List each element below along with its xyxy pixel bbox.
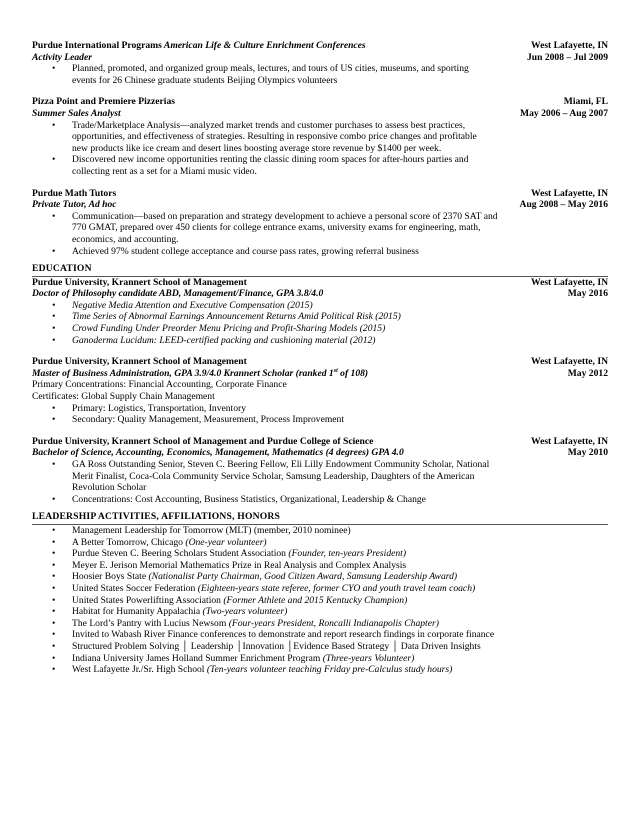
- degree-text: Master of Business Administration, GPA 3.9/4.0 Krannert Scholar (ranked 1: [32, 367, 334, 379]
- location: West Lafayette, IN: [531, 276, 608, 288]
- list-item: • The Lord’s Pantry with Lucius Newsom (Four-years President, Roncalli Indianapolis Chapter): [32, 618, 608, 630]
- list-item: • Hoosier Boys State (Nationalist Party Chairman, Good Citizen Award, Samsung Leadership Award): [32, 571, 608, 583]
- education-entry-bs: [32, 436, 608, 506]
- role-title: Private Tutor, Ad hoc: [32, 199, 117, 211]
- role-title: Summer Sales Analyst: [32, 107, 121, 119]
- list-item: • United States Soccer Federation (Eighteen-years state referee, former CYO and youth travel team coach): [32, 583, 608, 595]
- list-item: • Negative Media Attention and Executive Compensation (2015): [32, 300, 608, 312]
- list-item: • Indiana University James Holland Summer Enrichment Program (Three-years Volunteer): [32, 653, 608, 665]
- list-item: • Trade/Marketplace Analysis—analyzed market trends and customer purchases to assess best practices, opportunities, and effectiveness of strategies. Resulting in responsive combo price changes and profitable new products like ice cream and desert lines boosting average store revenue by $1400 per week.: [32, 120, 608, 155]
- experience-entry: [32, 40, 608, 86]
- list-item: • Structured Problem Solving │ Leadership │Innovation │Evidence Based Strategy │ Data Driven Insights: [32, 641, 608, 653]
- degree: [32, 368, 368, 380]
- list-item: • Meyer E. Jerison Memorial Mathematics Prize in Real Analysis and Complex Analysis: [32, 560, 608, 572]
- location: West Lafayette, IN: [531, 40, 608, 51]
- list-item: • Invited to Wabash River Finance conferences to demonstrate and report research findings in corporate finance: [32, 629, 608, 641]
- dates: Jun 2008 – Jul 2009: [526, 51, 608, 63]
- degree-superscript: st: [333, 367, 338, 374]
- list-item: • Crowd Funding Under Preorder Menu Pricing and Profit-Sharing Models (2015): [32, 323, 608, 335]
- list-item: • United States Powerlifting Association (Former Athlete and 2015 Kentucky Champion): [32, 595, 608, 607]
- list-item: • Secondary: Quality Management, Measurement, Process Improvement: [32, 414, 608, 426]
- primary-concentrations: Primary Concentrations: Financial Accounting, Corporate Finance: [32, 379, 287, 391]
- experience-entry: [32, 96, 608, 177]
- org-name: Purdue Math Tutors: [32, 187, 117, 199]
- role-title: Activity Leader: [32, 51, 92, 63]
- list-item: • Planned, promoted, and organized group meals, lectures, and tours of US cities, museums, and sporting events for 26 Chinese graduate students Beijing Olympics volunteers: [32, 63, 608, 86]
- location: West Lafayette, IN: [531, 435, 608, 447]
- dates: May 2006 – Aug 2007: [520, 107, 608, 119]
- list-item: • Habitat for Humanity Appalachia (Two-years volunteer): [32, 606, 608, 618]
- section-title-leadership: LEADERSHIP ACTIVITIES, AFFILIATIONS, HONORS: [32, 511, 608, 525]
- education-entry-mba: [32, 356, 608, 426]
- org-subtitle: American Life & Culture Enrichment Conferences: [161, 40, 366, 51]
- list-item: • Primary: Logistics, Transportation, Inventory: [32, 403, 608, 415]
- list-item: • A Better Tomorrow, Chicago (One-year volunteer): [32, 537, 608, 549]
- degree-text-end: of 108): [337, 367, 369, 379]
- location: West Lafayette, IN: [531, 356, 608, 368]
- list-item: • Concentrations: Cost Accounting, Business Statistics, Organizational, Leadership & Change: [32, 494, 608, 506]
- school-name: Purdue University, Krannert School of Management: [32, 356, 247, 368]
- location: Miami, FL: [563, 96, 608, 108]
- location: West Lafayette, IN: [531, 187, 608, 199]
- experience-entry: [32, 188, 608, 258]
- school-name: Purdue University, Krannert School of Management: [32, 276, 247, 288]
- list-item: • Discovered new income opportunities renting the classic dining room spaces for after-hours parties and collecting rent as a set for a Miami music video.: [32, 154, 608, 177]
- dates: May 2012: [567, 367, 608, 379]
- list-item: • Ganoderma Lucidum: LEED-certified packing and cushioning material (2012): [32, 335, 608, 347]
- dates: Aug 2008 – May 2016: [519, 199, 608, 211]
- list-item: • West Lafayette Jr./Sr. High School (Ten-years volunteer teaching Friday pre-Calculus study hours): [32, 664, 608, 676]
- list-item: • GA Ross Outstanding Senior, Steven C. Beering Fellow, Eli Lilly Endowment Community Scholar, National Merit Finalist, Coca-Cola Community Service Scholar, Samsung Leadership, Daughters of the American Revolution Scholar: [32, 459, 608, 494]
- section-title-education: EDUCATION: [32, 263, 608, 277]
- list-item: • Achieved 97% student college acceptance and course pass rates, growing referral business: [32, 246, 608, 258]
- list-item: • Time Series of Abnormal Earnings Announcement Returns Amid Political Risk (2015): [32, 311, 608, 323]
- leadership-list: [32, 525, 608, 676]
- certificates: Certificates: Global Supply Chain Management: [32, 391, 215, 403]
- school-name: Purdue University, Krannert School of Management and Purdue College of Science: [32, 435, 374, 447]
- degree: Bachelor of Science, Accounting, Economics, Management, Mathematics (4 degrees) GPA 4.0: [32, 447, 404, 459]
- list-item: • Communication—based on preparation and strategy development to achieve a personal score of 2370 SAT and 770 GMAT, prepared over 450 clients for college entrance exams, university exams for engineering, math, economics, and accounting.: [32, 211, 608, 246]
- list-item: • Management Leadership for Tomorrow (MLT) (member, 2010 nominee): [32, 525, 608, 537]
- degree: Doctor of Philosophy candidate ABD, Management/Finance, GPA 3.8/4.0: [32, 288, 324, 300]
- resume-page: [32, 40, 608, 676]
- dates: May 2010: [567, 447, 608, 459]
- org-name: Pizza Point and Premiere Pizzerias: [32, 96, 175, 108]
- education-entry-phd: [32, 277, 608, 347]
- list-item: • Purdue Steven C. Beering Scholars Student Association (Founder, ten-years President): [32, 548, 608, 560]
- dates: May 2016: [567, 288, 608, 300]
- org-name: Purdue International Programs: [32, 40, 162, 51]
